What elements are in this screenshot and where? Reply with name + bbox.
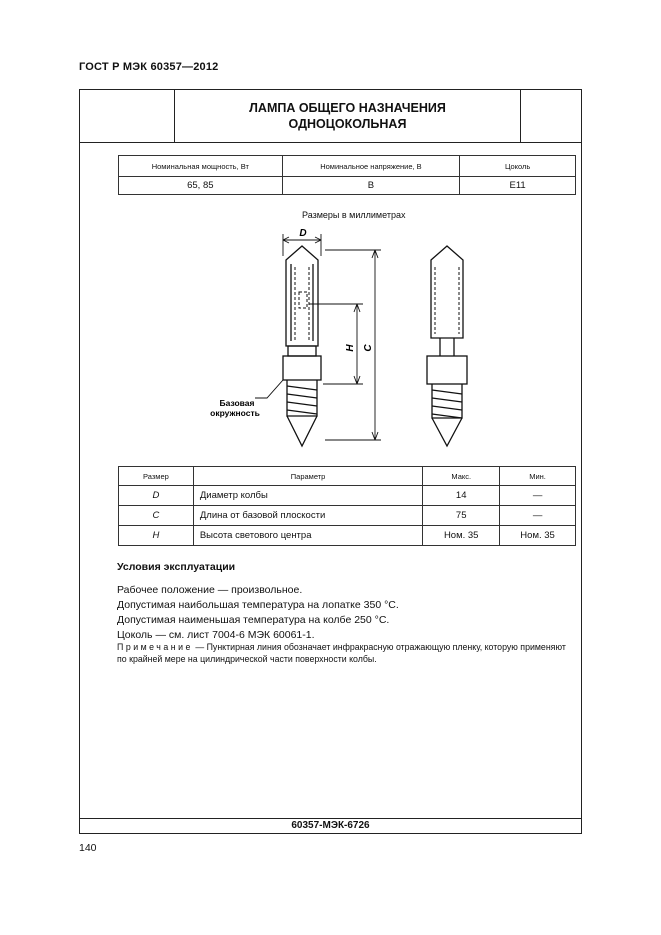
table-cell: В xyxy=(282,177,460,195)
table-cell: Ном. 35 xyxy=(423,526,500,546)
label-h: H xyxy=(345,344,356,352)
table-cell: Ном. 35 xyxy=(500,526,576,546)
condition-line: Допустимая наименьшая температура на колбе 250 °С. xyxy=(117,614,390,626)
label-c: C xyxy=(363,344,374,352)
sheet-title-line: ЛАМПА ОБЩЕГО НАЗНАЧЕНИЯ xyxy=(249,101,446,115)
ratings-table xyxy=(118,155,576,195)
table-row xyxy=(119,506,576,526)
sheet-header xyxy=(80,90,581,143)
standard-number: ГОСТ Р МЭК 60357—2012 xyxy=(79,61,219,73)
table-header-cell: Макс. xyxy=(423,467,500,486)
sheet-title-line: ОДНОЦОКОЛЬНАЯ xyxy=(288,117,407,131)
base-label-line: окружность xyxy=(210,408,260,418)
table-cell: E11 xyxy=(460,177,576,195)
sheet-frame xyxy=(79,89,582,834)
table-cell: H xyxy=(119,526,194,546)
table-cell: C xyxy=(119,506,194,526)
table-row xyxy=(119,486,576,506)
table-cell: — xyxy=(500,506,576,526)
table-header-cell: Номинальная мощность, Вт xyxy=(119,156,283,177)
table-row xyxy=(119,526,576,546)
table-cell: Диаметр колбы xyxy=(193,486,422,506)
table-header-cell: Параметр xyxy=(193,467,422,486)
dimensions-caption: Размеры в миллиметрах xyxy=(302,210,406,220)
table-cell: Высота светового центра xyxy=(193,526,422,546)
table-cell: 14 xyxy=(423,486,500,506)
table-cell: 65, 85 xyxy=(119,177,283,195)
note xyxy=(117,641,577,665)
table-cell: 75 xyxy=(423,506,500,526)
conditions-list xyxy=(117,583,399,643)
dimensions-table xyxy=(118,466,576,546)
lamp-drawing xyxy=(195,220,495,456)
table-header-cell: Номинальное напряжение, В xyxy=(282,156,460,177)
base-label-line: Базовая xyxy=(219,398,255,408)
page-number: 140 xyxy=(79,842,97,854)
table-header-cell: Цоколь xyxy=(460,156,576,177)
header-divider xyxy=(520,90,521,142)
table-header-cell: Размер xyxy=(119,467,194,486)
sheet-number: 60357-МЭК-6726 xyxy=(80,818,581,833)
condition-line: Допустимая наибольшая температура на лопатке 350 °С. xyxy=(117,599,399,611)
table-cell: — xyxy=(500,486,576,506)
table-cell: D xyxy=(119,486,194,506)
table-header-cell: Мин. xyxy=(500,467,576,486)
note-label: Примечание xyxy=(117,642,193,652)
condition-line: Рабочее положение — произвольное. xyxy=(117,584,303,596)
condition-line: Цоколь — см. лист 7004-6 МЭК 60061-1. xyxy=(117,629,315,641)
label-d: D xyxy=(299,228,307,239)
table-cell: Длина от базовой плоскости xyxy=(193,506,422,526)
note-text: — Пунктирная линия обозначает инфракрасную отражающую пленку, которую применяют по крайней мере на цилиндрической части поверхности колбы. xyxy=(117,642,566,664)
sheet-title xyxy=(175,100,520,132)
conditions-title: Условия эксплуатации xyxy=(117,561,236,573)
